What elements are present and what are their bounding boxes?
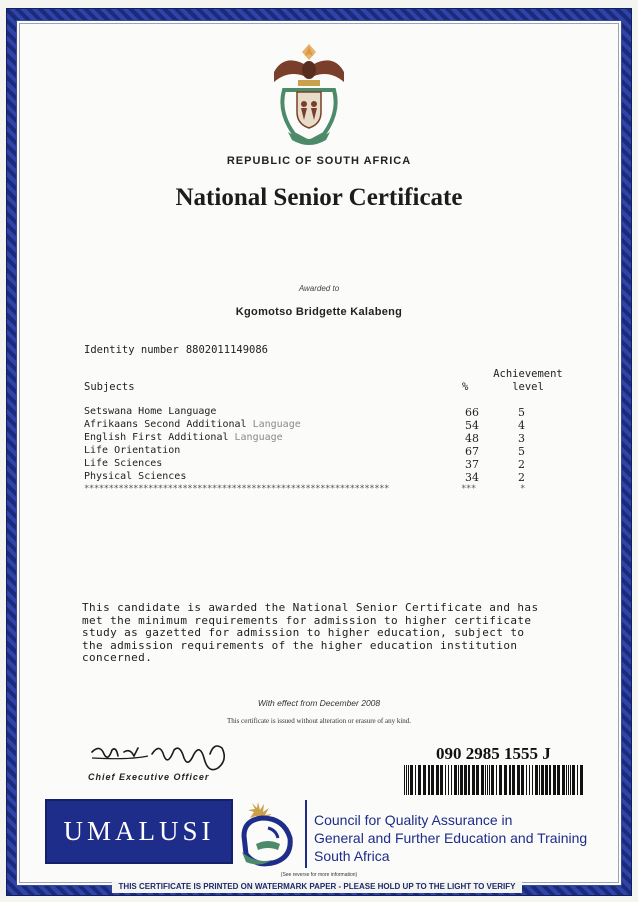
subject-level: 2	[518, 471, 525, 484]
subject-level: 3	[518, 432, 525, 445]
subjects-table	[84, 406, 574, 496]
subject-row	[84, 432, 574, 445]
barcode-bar	[406, 765, 407, 795]
barcode-bar	[476, 765, 479, 795]
subject-level: 4	[518, 419, 525, 432]
barcode-bar	[541, 765, 544, 795]
subject-percent: 54	[465, 419, 479, 432]
barcode-bar	[509, 765, 511, 795]
percent-header: %	[462, 381, 469, 393]
barcode-bar	[458, 765, 459, 795]
achievement-level-header	[488, 368, 568, 394]
barcode-bar	[489, 765, 490, 795]
barcode-bar	[526, 765, 527, 795]
barcode-bar	[428, 765, 430, 795]
subject-name: Life Sciences	[84, 458, 163, 469]
barcode-bar	[545, 765, 548, 795]
subject-row	[84, 406, 574, 419]
subject-level: 5	[518, 445, 525, 458]
end-of-results-stars	[84, 484, 574, 496]
council-line2: General and Further Education and Training	[314, 830, 588, 846]
candidate-name: Kgomotso Bridgette Kalabeng	[235, 306, 403, 318]
barcode-bar	[468, 765, 470, 795]
subjects-header: Subjects	[84, 381, 135, 393]
stars-subject: **************************************************************	[84, 484, 389, 494]
subject-name: Life Orientation	[84, 445, 181, 456]
achievement-header-line1: Achievement	[493, 368, 563, 380]
barcode-bar	[562, 765, 565, 795]
reverse-note: (See reverse for more information)	[280, 872, 358, 878]
barcode-bar	[415, 765, 416, 795]
subject-percent: 66	[465, 406, 479, 419]
subject-name: English First Additional Language	[84, 432, 283, 443]
subject-percent: 34	[465, 471, 479, 484]
identity-line	[84, 344, 268, 356]
barcode-bar	[521, 765, 524, 795]
identity-number: 8802011149086	[185, 344, 269, 356]
barcode-bar	[408, 765, 409, 795]
subject-row	[84, 458, 574, 471]
barcode-bar	[580, 765, 583, 795]
country-name: REPUBLIC OF SOUTH AFRICA	[226, 155, 412, 167]
council-name	[314, 811, 587, 865]
subject-level: 2	[518, 458, 525, 471]
barcode-bar	[553, 765, 556, 795]
barcode-bar	[454, 765, 457, 795]
certificate-title: National Senior Certificate	[175, 184, 463, 211]
barcode-bar	[404, 765, 405, 795]
barcode-bar	[491, 765, 494, 795]
barcode-bar	[472, 765, 475, 795]
subject-percent: 48	[465, 432, 479, 445]
umalusi-emblem-icon	[236, 798, 300, 870]
barcode-bar	[535, 765, 538, 795]
stars-level: *	[520, 484, 525, 494]
barcode-bar	[566, 765, 567, 795]
subject-row	[84, 445, 574, 458]
serial-number: 090 2985 1555 J	[436, 744, 551, 763]
watermark-notice: THIS CERTIFICATE IS PRINTED ON WATERMARK PAPER - PLEASE HOLD UP TO THE LIGHT TO VERIFY	[112, 881, 522, 893]
barcode-bar	[557, 765, 560, 795]
subject-name: Afrikaans Second Additional Language	[84, 419, 301, 430]
subject-name: Physical Sciences	[84, 471, 187, 482]
identity-label: Identity number	[84, 344, 179, 356]
barcode-bar	[577, 765, 578, 795]
umalusi-wordmark: UMALUSI	[63, 816, 215, 846]
barcode-bar	[570, 765, 571, 795]
barcode-bar	[549, 765, 551, 795]
subject-percent: 37	[465, 458, 479, 471]
barcode-bar	[568, 765, 569, 795]
barcode-bar	[487, 765, 488, 795]
barcode-bar	[517, 765, 520, 795]
barcode-bar	[496, 765, 497, 795]
barcode-bar	[460, 765, 463, 795]
barcode-bar	[410, 765, 413, 795]
barcode-bar	[451, 765, 452, 795]
barcode-bar	[448, 765, 449, 795]
barcode-bar	[539, 765, 540, 795]
barcode-bar	[572, 765, 575, 795]
barcode-bar	[485, 765, 486, 795]
umalusi-logo-box	[45, 799, 233, 864]
subject-row	[84, 471, 574, 484]
subject-percent: 67	[465, 445, 479, 458]
subject-level: 5	[518, 406, 525, 419]
barcode-bar	[423, 765, 426, 795]
award-statement: This candidate is awarded the National Senior Certificate and has met the minimum requirements for admission to higher certificate study as gazetted for admission to higher education, subject to the admission requirements of the higher education institution concerned.	[82, 601, 539, 664]
stars-percent: ***	[461, 484, 476, 494]
effective-date: With effect from December 2008	[257, 698, 381, 708]
barcode-bar	[499, 765, 502, 795]
barcode-bar	[529, 765, 530, 795]
signatory-title: Chief Executive Officer	[88, 772, 210, 782]
barcode-bar	[436, 765, 439, 795]
barcode-bar	[512, 765, 515, 795]
footer-divider	[305, 800, 307, 868]
barcode-bar	[440, 765, 443, 795]
barcode-bar	[532, 765, 533, 795]
barcode-bar	[464, 765, 467, 795]
issued-note: This certificate is issued without alteration or erasure of any kind.	[226, 717, 412, 725]
achievement-header-line2: level	[512, 381, 544, 393]
barcode-bar	[504, 765, 507, 795]
council-line1: Council for Quality Assurance in	[314, 812, 513, 828]
council-line3: South Africa	[314, 848, 390, 864]
barcode-bar	[431, 765, 434, 795]
subject-row	[84, 419, 574, 432]
subject-name: Setswana Home Language	[84, 406, 217, 417]
barcode-bar	[418, 765, 421, 795]
coat-of-arms-icon	[264, 42, 354, 150]
barcode-bar	[481, 765, 484, 795]
awarded-to-label: Awarded to	[298, 284, 340, 293]
barcode-bar	[445, 765, 446, 795]
barcode	[404, 765, 586, 795]
